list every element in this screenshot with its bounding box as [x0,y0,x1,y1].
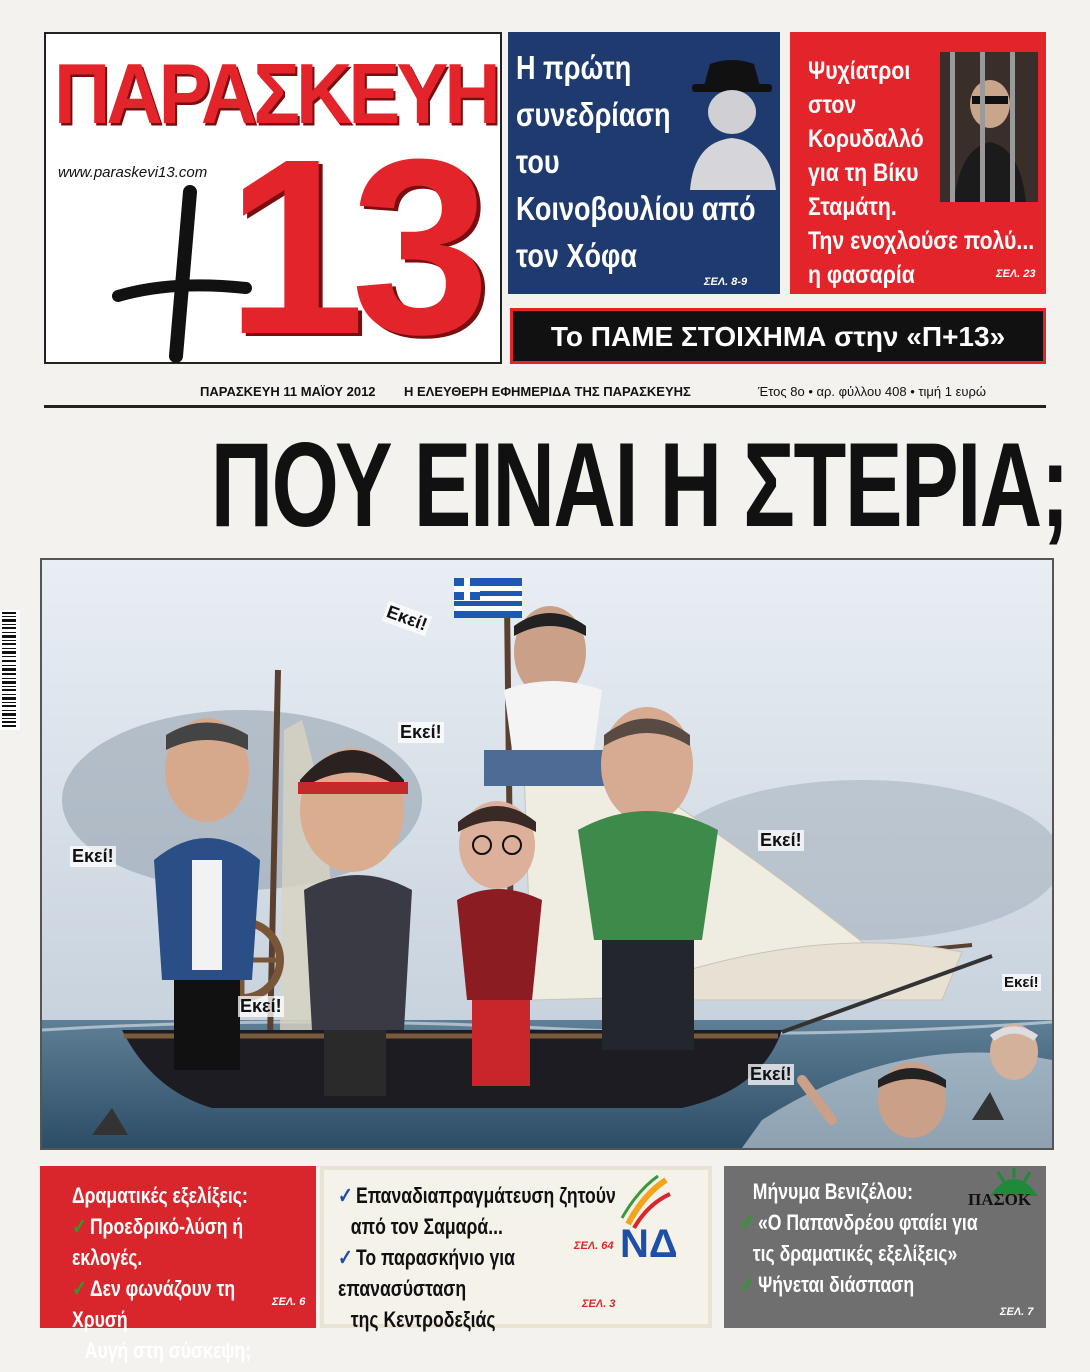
shout-label: Εκεί! [760,830,802,850]
check-icon: ✓ [338,1245,353,1270]
box-left-title: Δραματικές εξελίξεις: [72,1183,248,1208]
ship-cartoon-scene [42,560,1052,1148]
masthead-url[interactable]: www.paraskevi13.com [58,164,208,181]
cartoon-illustration [40,558,1054,1150]
barcode-icon [0,610,20,730]
box-right-title: Μήνυμα Βενιζέλου: [752,1179,913,1204]
box-mid-text: ✓ Επαναδιαπραγμάτευση ζητούν από τον Σαμαρά... ✓ Το παρασκήνιο για επανασύσταση της Κεντροδεξιάς [338,1183,616,1332]
teaser-psychiatrists-text: Ψυχίατροι στον Κορυδαλλό για τη Βίκυ Σταμάτη. Την ενοχλούσε πολύ... η φασαρία [808,57,1035,289]
bet-banner[interactable] [510,308,1046,364]
check-icon: ✓ [72,1214,87,1239]
shout-label: Εκεί! [400,722,442,742]
masthead-number: 13 [226,107,477,386]
box-dramatic-developments[interactable] [40,1166,316,1363]
check-icon: ✓ [740,1272,755,1297]
shout-label: Εκεί! [72,846,114,866]
masthead-title: ΠΑΡΑΣΚΕΥΗ [54,45,497,142]
page-ref: ΣΕΛ. 3 [582,1298,616,1310]
nd-logo: ΝΔ [620,1222,678,1266]
teaser-parliament[interactable] [508,32,780,294]
box-right-text: Μήνυμα Βενιζέλου: ✓ «Ο Παπανδρέου φταίει για τις δραματικές εξελίξεις» ✓ Ψήνεται διάσπαση [740,1176,978,1300]
page-ref: ΣΕΛ. 8-9 [704,276,748,288]
shout-label: Εκεί! [382,601,432,636]
shout-label: Εκεί! [750,1064,792,1084]
box-left-text: Δραματικές εξελίξεις: ✓ Προεδρικό-λύση ή εκλογές. ✓ Δεν φωνάζουν τη Χρυσή Αυγή στη σύσκεψη; [72,1180,264,1366]
check-icon: ✓ [740,1210,755,1235]
teaser-psychiatrists[interactable] [790,32,1046,294]
pasok-logo: ΠΑΣΟΚ [968,1190,1032,1209]
teaser-parliament-text: Η πρώτη συνεδρίαση του Κοινοβουλίου από τον Χόφα [516,49,756,274]
plus-sign-icon [112,184,252,364]
hat-silhouette-icon [684,50,780,190]
page-ref: ΣΕΛ. 64 [574,1240,614,1252]
page-ref: ΣΕΛ. 6 [272,1296,306,1308]
page-ref: ΣΕΛ. 7 [1000,1306,1034,1318]
main-headline-text: ΠΟΥ ΕΙΝΑΙ Η ΣΤΕΡΙΑ; [210,418,1069,552]
issue-info: Έτος 8ο • αρ. φύλλου 408 • τιμή 1 ευρώ [758,384,987,399]
check-icon: ✓ [72,1276,87,1301]
box-venizelos-message[interactable] [724,1166,1046,1328]
bet-banner-text: Το ΠΑΜΕ ΣΤΟΙΧΗΜΑ στην «Π+13» [550,321,1006,352]
shout-label: Εκεί! [240,996,282,1016]
dateline [44,380,1046,408]
shout-label: Εκεί! [1004,974,1039,991]
check-icon: ✓ [338,1183,353,1208]
tagline: Η ΕΛΕΥΘΕΡΗ ΕΦΗΜΕΡΙΔΑ ΤΗΣ ΠΑΡΑΣΚΕΥΗΣ [404,384,691,399]
masthead [44,32,502,386]
issue-date: ΠΑΡΑΣΚΕΥΗ 11 ΜΑΪΟΥ 2012 [200,384,376,399]
main-headline [44,418,1069,552]
swimmer-2 [990,1024,1038,1080]
box-nd-renegotiation[interactable] [320,1166,712,1332]
page-ref: ΣΕΛ. 23 [996,268,1036,280]
